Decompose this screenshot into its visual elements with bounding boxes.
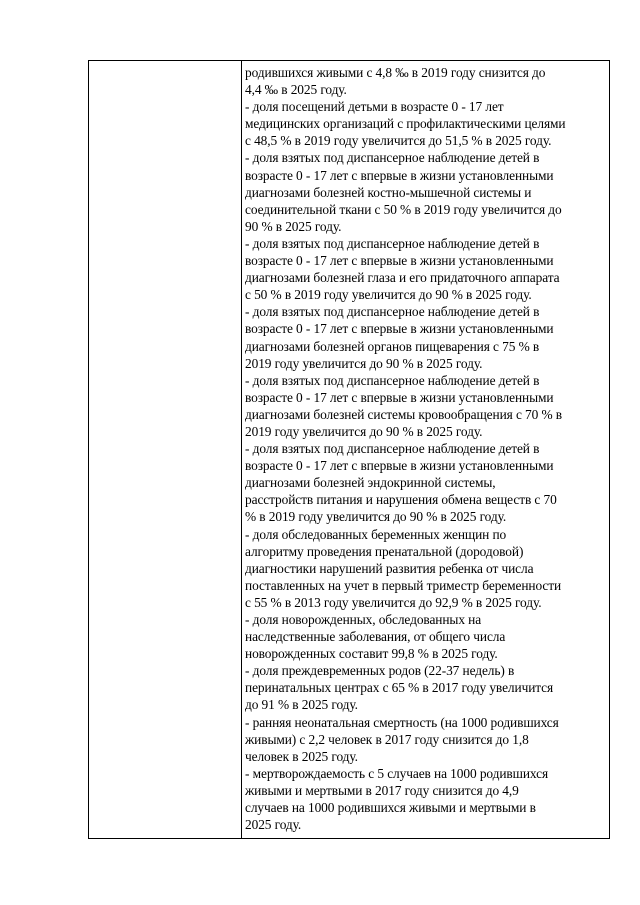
- text-line: - доля обследованных беременных женщин по: [245, 526, 507, 542]
- text-line: новорожденных составит 99,8 % в 2025 году.: [245, 646, 498, 662]
- text-line: случаев на 1000 родившихся живыми и мертвыми в: [245, 800, 536, 816]
- text-line: с 48,5 % в 2019 году увеличится до 51,5 % в 2025 году.: [245, 133, 552, 149]
- text-line: 2019 году увеличится до 90 % в 2025 году.: [245, 423, 483, 439]
- table-left-cell: [89, 61, 242, 838]
- text-line: диагнозами болезней глаза и его придаточного аппарата: [245, 270, 560, 286]
- text-line: 90 % в 2025 году.: [245, 218, 342, 234]
- text-line: - доля новорожденных, обследованных на: [245, 612, 482, 627]
- text-line: человек в 2025 году.: [245, 748, 358, 764]
- text-line: - мертворождаемость с 5 случаев на 1000 родившихся: [245, 765, 549, 781]
- text-line: диагнозами болезней костно-мышечной системы и: [245, 184, 532, 200]
- text-line: - доля посещений детьми в возрасте 0 - 17 лет: [245, 99, 504, 115]
- text-line: - доля взятых под диспансерное наблюдение детей в: [245, 235, 540, 251]
- text-line: возрасте 0 - 17 лет с впервые в жизни установленными: [245, 321, 554, 337]
- text-line: соединительной ткани с 50 % в 2019 году увеличится до: [245, 201, 562, 217]
- text-line: расстройств питания и нарушения обмена веществ с 70: [245, 492, 557, 508]
- text-line: возрасте 0 - 17 лет с впервые в жизни установленными: [245, 458, 554, 474]
- text-line: % в 2019 году увеличится до 90 % в 2025 году.: [245, 509, 507, 525]
- text-line: живыми) с 2,2 человек в 2017 году снизится до 1,8: [245, 731, 529, 747]
- text-line: 2025 году.: [245, 817, 302, 833]
- text-line: - доля взятых под диспансерное наблюдение детей в: [245, 441, 540, 457]
- text-line: - доля преждевременных родов (22-37 недель) в: [245, 663, 515, 679]
- text-line: возрасте 0 - 17 лет с впервые в жизни установленными: [245, 389, 554, 405]
- text-line: - доля взятых под диспансерное наблюдение детей в: [245, 304, 540, 320]
- text-line: 4,4 ‰ в 2025 году.: [245, 82, 347, 98]
- text-line: диагнозами болезней системы кровообращения с 70 % в: [245, 406, 563, 422]
- text-line: диагностики нарушений развития ребенка от числа: [245, 560, 534, 576]
- text-line: диагнозами болезней органов пищеварения с 75 % в: [245, 338, 540, 354]
- text-line: - доля взятых под диспансерное наблюдение детей в: [245, 372, 540, 388]
- text-line: - ранняя неонатальная смертность (на 1000 родившихся: [245, 714, 559, 730]
- text-line: наследственные заболевания, от общего числа: [245, 629, 506, 645]
- text-line: 2019 году увеличится до 90 % в 2025 году.: [245, 355, 483, 371]
- text-line: диагнозами болезней эндокринной системы,: [245, 475, 496, 491]
- text-line: живыми и мертвыми в 2017 году снизится до 4,9: [245, 782, 519, 798]
- document-table: [88, 60, 610, 839]
- text-line: перинатальных центрах с 65 % в 2017 году увеличится: [245, 680, 554, 696]
- text-line: возрасте 0 - 17 лет с впервые в жизни установленными: [245, 253, 554, 269]
- text-line: поставленных на учет в первый триместр беременности: [245, 577, 562, 593]
- table-right-cell: [242, 61, 609, 838]
- text-line: - доля взятых под диспансерное наблюдение детей в: [245, 150, 540, 166]
- text-line: с 50 % в 2019 году увеличится до 90 % в 2025 году.: [245, 287, 532, 303]
- text-line: медицинских организаций с профилактическими целями: [245, 116, 566, 132]
- text-line: с 55 % в 2013 году увеличится до 92,9 % в 2025 году.: [245, 594, 542, 610]
- text-line: до 91 % в 2025 году.: [245, 697, 358, 713]
- text-line: алгоритму проведения пренатальной (дородовой): [245, 543, 524, 559]
- text-line: родившихся живыми с 4,8 ‰ в 2019 году снизится до: [245, 65, 546, 80]
- text-line: возрасте 0 - 17 лет с впервые в жизни установленными: [245, 167, 554, 183]
